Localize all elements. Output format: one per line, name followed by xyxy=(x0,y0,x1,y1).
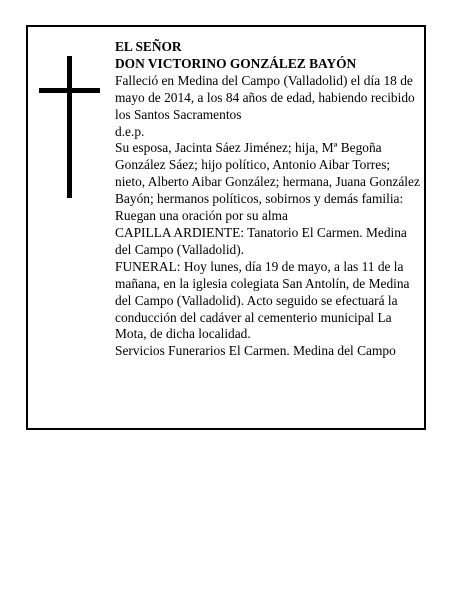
funeral: FUNERAL: Hoy lunes, día 19 de mayo, a las 11 de la mañana, en la iglesia colegiata San Antolín, de Medina del Campo (Valladolid). Acto seguido se efectuará la conducción del cadáver al cementerio municipal La Mota, de dicha localidad. xyxy=(115,258,410,342)
cross-horizontal-bar xyxy=(39,88,100,93)
death-info: Falleció en Medina del Campo (Valladolid) el día 18 de mayo de 2014, a los 84 años de edad, habiendo recibido los Santos Sacramentos xyxy=(115,72,415,122)
family: Su esposa, Jacinta Sáez Jiménez; hija, Mª Begoña González Sáez; hijo político, Antonio Aibar Torres; nieto, Alberto Aibar González; hermana, Juana González Bayón; hermanos políticos, sobirnos y demás familia: xyxy=(115,140,420,207)
obituary-text xyxy=(115,39,423,360)
title-line-2: DON VICTORINO GONZÁLEZ BAYÓN xyxy=(115,55,357,71)
services: Servicios Funerarios El Carmen. Medina del Campo xyxy=(115,343,396,359)
chapel: CAPILLA ARDIENTE: Tanatorio El Carmen. Medina del Campo (Valladolid). xyxy=(115,224,407,257)
obituary-notice xyxy=(26,25,426,430)
prayer: Ruegan una oración por su alma xyxy=(115,208,288,224)
rip: d.e.p. xyxy=(115,123,145,139)
title-line-1: EL SEÑOR xyxy=(115,39,182,54)
cross-vertical-bar xyxy=(67,56,72,198)
